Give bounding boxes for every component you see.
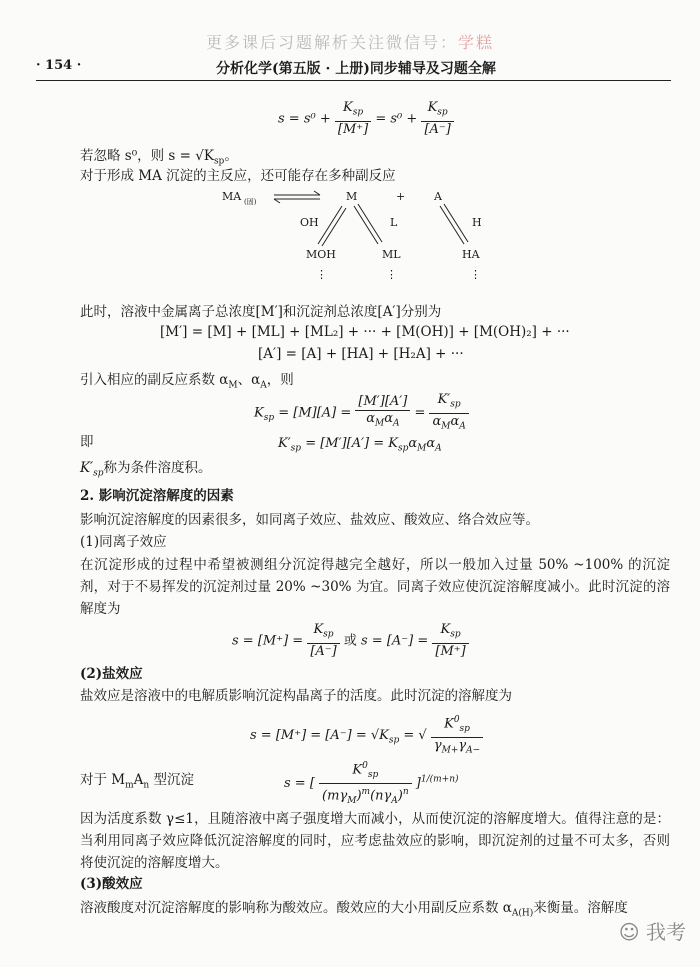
ksp-formula: $K_{sp} = [M][A]$ = $\frac{[M'][A']}{\alpha_M\alpha_A}$ = $\frac{K'_{sp}}{\alpha_M\alpha_A}$ bbox=[254, 392, 469, 434]
mman-formula: s = [ $\frac{K^0_{sp}}{(m\gamma_M)^m(n\gamma_A)^n}$ ]$^{1/(m+n)}$ bbox=[284, 758, 459, 809]
svg-text:⋮: ⋮ bbox=[316, 268, 327, 281]
svg-text:ML: ML bbox=[382, 248, 401, 261]
sub1-title: (1)同离子效应 bbox=[80, 534, 167, 550]
sub2-paragraph: 盐效应是溶液中的电解质影响沉淀构晶离子的活度。此时沉淀的溶解度为 bbox=[80, 688, 512, 704]
fraction: $\frac{K_{sp}}{[M^+]}$ bbox=[335, 100, 371, 138]
sub3-title: (3)酸效应 bbox=[80, 876, 143, 892]
section2-intro: 影响沉淀溶解度的因素很多，如同离子效应、盐效应、酸效应、络合效应等。 bbox=[80, 512, 539, 528]
side-reactions-intro: 对于形成 MA 沉淀的主反应，还可能存在多种副反应 bbox=[80, 168, 396, 184]
side-reaction-diagram bbox=[220, 186, 520, 286]
svg-text:HA: HA bbox=[462, 248, 480, 261]
mman-label: 对于 $M_mA_n$ 型沉淀 bbox=[80, 772, 195, 791]
salt-effect-formula: $s = [M^+] = [A^-] = √K_{sp}$ = √ $\frac{K^0_{sp}}{\gamma_{M+}\gamma_{A-}}$ bbox=[250, 712, 483, 759]
sub3-paragraph: 溶液酸度对沉淀溶解度的影响称为酸效应。酸效应的大小用副反应系数 $\alpha_{A(H)}$来衡量。溶解度 bbox=[80, 900, 628, 919]
svg-text:⋮: ⋮ bbox=[386, 268, 397, 281]
sub2-title: (2)盐效应 bbox=[80, 666, 143, 682]
conditional-ksp-text: $K'_{sp}$称为条件溶度积。 bbox=[80, 460, 212, 479]
common-ion-formula: s = [M⁺] = $\frac{K_{sp}}{[A^-]}$ 或 s = [A⁻] = $\frac{K_{sp}}{[M^+]}$ bbox=[232, 622, 469, 660]
page-header bbox=[36, 58, 671, 81]
svg-text:A: A bbox=[434, 190, 442, 203]
ignore-s0-line: 若忽略 s⁰，则 $s = √K_{sp}$。 bbox=[80, 148, 238, 167]
section2-title: 2. 影响沉淀溶解度的因素 bbox=[80, 488, 234, 504]
svg-text:M: M bbox=[346, 190, 358, 203]
diagram-ma: MA bbox=[222, 190, 242, 203]
chat-bubble-icon: ☺ bbox=[618, 920, 640, 944]
ji-label: 即 bbox=[80, 434, 94, 450]
watermark bbox=[0, 30, 700, 53]
fraction: $\frac{K_{sp}}{[A^-]}$ bbox=[421, 100, 453, 138]
a-total-formula: [A′] = [A] + [HA] + [H₂A] + ··· bbox=[258, 346, 464, 362]
formula-lhs: s = s⁰ + bbox=[278, 111, 331, 127]
wechat-logo: ☺ 我考 bbox=[618, 920, 686, 944]
svg-text:OH: OH bbox=[300, 216, 319, 229]
concentration-intro: 此时，溶液中金属离子总浓度[M′]和沉淀剂总浓度[A′]分别为 bbox=[80, 304, 442, 320]
watermark-accent: 学糕 bbox=[458, 33, 495, 52]
formula-mid: = s⁰ + bbox=[375, 111, 418, 127]
svg-text:⋮: ⋮ bbox=[470, 268, 481, 281]
svg-text:(固): (固) bbox=[244, 198, 257, 206]
svg-text:H: H bbox=[472, 216, 482, 229]
watermark-text: 更多课后习题解析关注微信号： bbox=[205, 33, 458, 52]
page-number: · 154 · bbox=[36, 58, 82, 73]
sub1-paragraph: 在沉淀形成的过程中希望被测组分沉淀得越完全越好，所以一般加入过量 50% ~100% 的沉淀剂，对于不易挥发的沉淀剂过量 20% ~30% 为宜。同离子效应使沉淀溶解度减小。此时沉淀的溶解度为 bbox=[80, 557, 670, 617]
m-total-formula: [M′] = [M] + [ML] + [ML₂] + ··· + [M(OH)] + [M(OH)₂] + ··· bbox=[160, 324, 570, 340]
side-coeff-intro: 引入相应的副反应系数 $\alpha_M$、$\alpha_A$，则 bbox=[80, 372, 294, 391]
formula-solubility bbox=[278, 100, 454, 138]
svg-text:+: + bbox=[396, 190, 406, 203]
svg-text:MOH: MOH bbox=[306, 248, 336, 261]
book-title: 分析化学(第五版 · 上册)同步辅导及习题全解 bbox=[216, 61, 496, 77]
activity-paragraph: 因为活度系数 γ≤1，且随溶液中离子强度增大而减小，从而使沉淀的溶解度增大。值得注意的是：当利用同离子效应降低沉淀溶解度的同时，应考虑盐效应的影响，即沉淀剂的过量不可太多，否则将使沉淀的溶解度增大。 bbox=[80, 811, 670, 871]
svg-text:L: L bbox=[390, 216, 398, 229]
conditional-ksp-formula: $K'_{sp} = [M'][A'] = K_{sp}\alpha_M\alpha_A$ bbox=[278, 436, 442, 454]
